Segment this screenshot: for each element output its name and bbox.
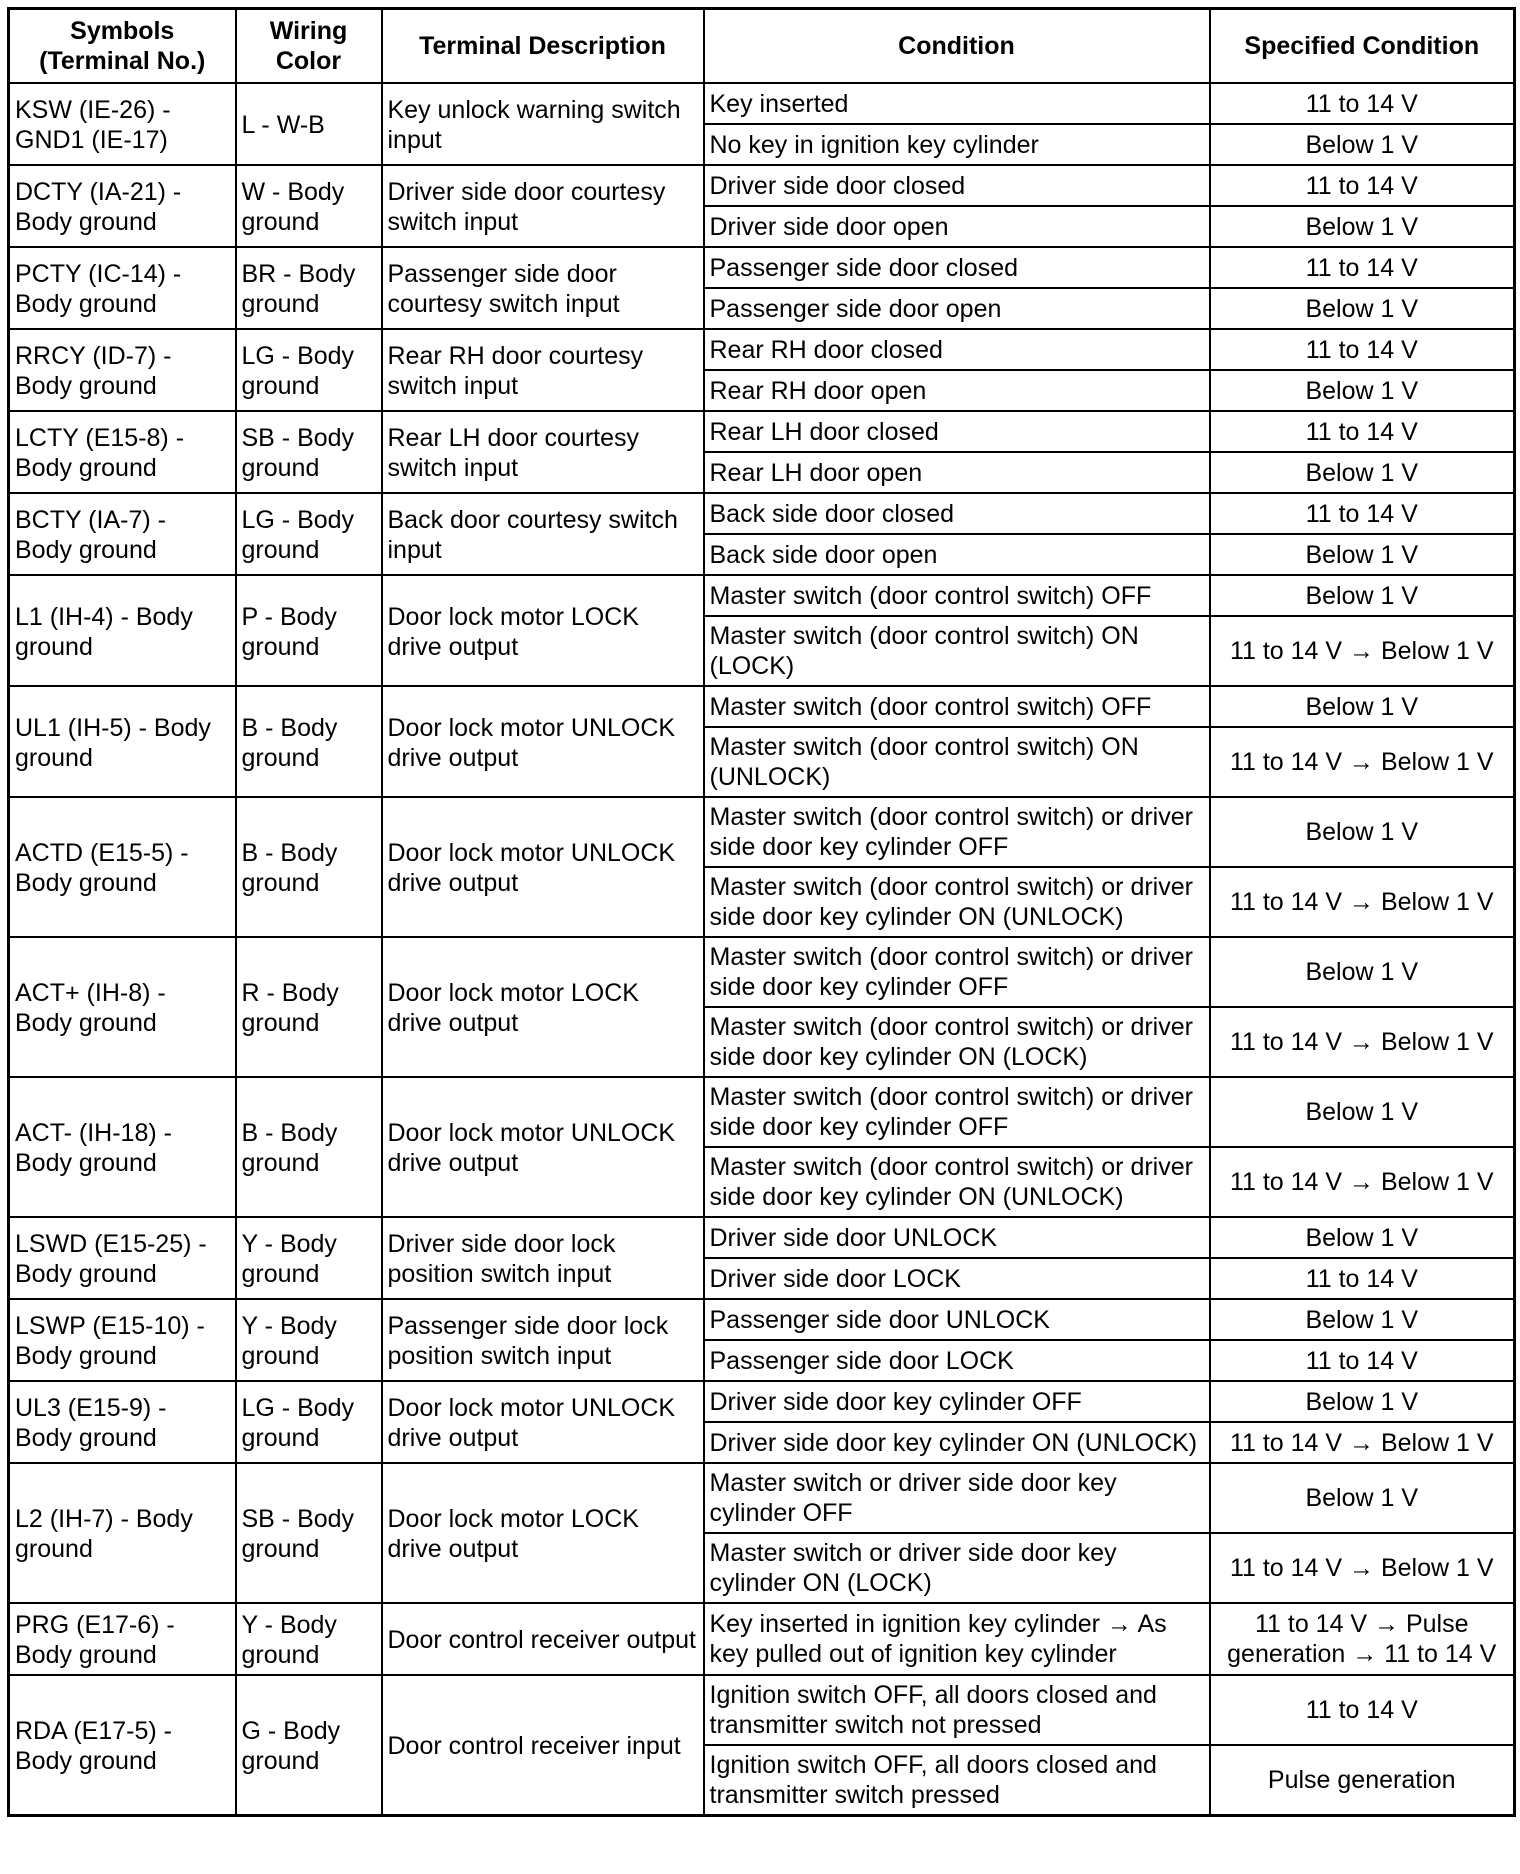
symbol-cell: ACTD (E15-5) - Body ground bbox=[9, 797, 236, 937]
wiring-color-cell: L - W-B bbox=[236, 83, 382, 165]
specified-condition-cell: 11 to 14 V → Below 1 V bbox=[1210, 1007, 1515, 1077]
condition-cell: Driver side door key cylinder ON (UNLOCK) bbox=[704, 1422, 1210, 1463]
specified-condition-cell: Pulse generation bbox=[1210, 1745, 1515, 1816]
condition-cell: Ignition switch OFF, all doors closed and transmitter switch not pressed bbox=[704, 1675, 1210, 1745]
condition-cell: Driver side door LOCK bbox=[704, 1258, 1210, 1299]
specified-condition-cell: Below 1 V bbox=[1210, 937, 1515, 1007]
specified-condition-cell: 11 to 14 V bbox=[1210, 1340, 1515, 1381]
condition-cell: Master switch (door control switch) or driver side door key cylinder OFF bbox=[704, 1077, 1210, 1147]
symbol-cell: LCTY (E15-8) - Body ground bbox=[9, 411, 236, 493]
condition-cell: Master switch or driver side door key cylinder ON (LOCK) bbox=[704, 1533, 1210, 1603]
condition-cell: Driver side door open bbox=[704, 206, 1210, 247]
condition-cell: Master switch or driver side door key cylinder OFF bbox=[704, 1463, 1210, 1533]
symbol-cell: L1 (IH-4) - Body ground bbox=[9, 575, 236, 686]
header-symbols: Symbols (Terminal No.) bbox=[9, 9, 236, 84]
terminal-description-cell: Passenger side door lock position switch input bbox=[382, 1299, 704, 1381]
condition-cell: Key inserted in ignition key cylinder → As key pulled out of ignition key cylinder bbox=[704, 1603, 1210, 1675]
condition-cell: Master switch (door control switch) OFF bbox=[704, 575, 1210, 616]
specified-condition-cell: 11 to 14 V → Below 1 V bbox=[1210, 1147, 1515, 1217]
condition-cell: Master switch (door control switch) or driver side door key cylinder ON (LOCK) bbox=[704, 1007, 1210, 1077]
table-row bbox=[9, 247, 1515, 288]
condition-cell: Key inserted bbox=[704, 83, 1210, 124]
condition-cell: Passenger side door closed bbox=[704, 247, 1210, 288]
specified-condition-cell: 11 to 14 V bbox=[1210, 83, 1515, 124]
wiring-color-cell: W - Body ground bbox=[236, 165, 382, 247]
specified-condition-cell: 11 to 14 V → Below 1 V bbox=[1210, 1533, 1515, 1603]
symbol-cell: PCTY (IC-14) - Body ground bbox=[9, 247, 236, 329]
specified-condition-cell: Below 1 V bbox=[1210, 124, 1515, 165]
specified-condition-cell: Below 1 V bbox=[1210, 1217, 1515, 1258]
condition-cell: Master switch (door control switch) or driver side door key cylinder ON (UNLOCK) bbox=[704, 1147, 1210, 1217]
symbol-cell: PRG (E17-6) - Body ground bbox=[9, 1603, 236, 1675]
condition-cell: Back side door closed bbox=[704, 493, 1210, 534]
table-row bbox=[9, 1299, 1515, 1340]
specified-condition-cell: 11 to 14 V bbox=[1210, 1258, 1515, 1299]
specified-condition-cell: 11 to 14 V → Below 1 V bbox=[1210, 616, 1515, 686]
specified-condition-cell: 11 to 14 V → Below 1 V bbox=[1210, 867, 1515, 937]
specified-condition-cell: 11 to 14 V bbox=[1210, 493, 1515, 534]
table-row bbox=[9, 1463, 1515, 1533]
condition-cell: Rear LH door open bbox=[704, 452, 1210, 493]
condition-cell: Driver side door key cylinder OFF bbox=[704, 1381, 1210, 1422]
terminal-description-cell: Door control receiver output bbox=[382, 1603, 704, 1675]
symbol-cell: UL3 (E15-9) - Body ground bbox=[9, 1381, 236, 1463]
specified-condition-cell: 11 to 14 V → Below 1 V bbox=[1210, 1422, 1515, 1463]
terminal-description-cell: Driver side door courtesy switch input bbox=[382, 165, 704, 247]
condition-cell: Passenger side door UNLOCK bbox=[704, 1299, 1210, 1340]
terminal-description-cell: Door lock motor UNLOCK drive output bbox=[382, 797, 704, 937]
condition-cell: Master switch (door control switch) ON (LOCK) bbox=[704, 616, 1210, 686]
table-row bbox=[9, 329, 1515, 370]
specified-condition-cell: Below 1 V bbox=[1210, 534, 1515, 575]
terminal-description-cell: Door lock motor UNLOCK drive output bbox=[382, 686, 704, 797]
condition-cell: Master switch (door control switch) OFF bbox=[704, 686, 1210, 727]
condition-cell: Master switch (door control switch) ON (UNLOCK) bbox=[704, 727, 1210, 797]
condition-cell: Driver side door UNLOCK bbox=[704, 1217, 1210, 1258]
specified-condition-cell: Below 1 V bbox=[1210, 575, 1515, 616]
wiring-color-cell: P - Body ground bbox=[236, 575, 382, 686]
condition-cell: Rear RH door open bbox=[704, 370, 1210, 411]
symbol-cell: KSW (IE-26) - GND1 (IE-17) bbox=[9, 83, 236, 165]
specified-condition-cell: 11 to 14 V bbox=[1210, 411, 1515, 452]
spec-table-container bbox=[7, 7, 1516, 1817]
symbol-cell: BCTY (IA-7) - Body ground bbox=[9, 493, 236, 575]
table-row bbox=[9, 575, 1515, 616]
specified-condition-cell: 11 to 14 V bbox=[1210, 1675, 1515, 1745]
header-terminal-description: Terminal Description bbox=[382, 9, 704, 84]
condition-cell: Rear RH door closed bbox=[704, 329, 1210, 370]
condition-cell: Back side door open bbox=[704, 534, 1210, 575]
terminal-description-cell: Passenger side door courtesy switch input bbox=[382, 247, 704, 329]
table-row bbox=[9, 797, 1515, 867]
wiring-color-cell: B - Body ground bbox=[236, 1077, 382, 1217]
wiring-color-cell: SB - Body ground bbox=[236, 411, 382, 493]
terminal-description-cell: Rear LH door courtesy switch input bbox=[382, 411, 704, 493]
symbol-cell: RRCY (ID-7) - Body ground bbox=[9, 329, 236, 411]
terminal-spec-table bbox=[7, 7, 1516, 1817]
symbol-cell: DCTY (IA-21) - Body ground bbox=[9, 165, 236, 247]
specified-condition-cell: Below 1 V bbox=[1210, 206, 1515, 247]
specified-condition-cell: 11 to 14 V bbox=[1210, 247, 1515, 288]
condition-cell: Master switch (door control switch) or driver side door key cylinder ON (UNLOCK) bbox=[704, 867, 1210, 937]
symbol-cell: ACT- (IH-18) - Body ground bbox=[9, 1077, 236, 1217]
wiring-color-cell: BR - Body ground bbox=[236, 247, 382, 329]
table-row bbox=[9, 937, 1515, 1007]
condition-cell: Passenger side door open bbox=[704, 288, 1210, 329]
specified-condition-cell: Below 1 V bbox=[1210, 686, 1515, 727]
table-row bbox=[9, 83, 1515, 124]
specified-condition-cell: Below 1 V bbox=[1210, 452, 1515, 493]
specified-condition-cell: Below 1 V bbox=[1210, 1381, 1515, 1422]
wiring-color-cell: B - Body ground bbox=[236, 797, 382, 937]
wiring-color-cell: LG - Body ground bbox=[236, 329, 382, 411]
terminal-description-cell: Key unlock warning switch input bbox=[382, 83, 704, 165]
wiring-color-cell: Y - Body ground bbox=[236, 1299, 382, 1381]
symbol-cell: LSWP (E15-10) - Body ground bbox=[9, 1299, 236, 1381]
specified-condition-cell: 11 to 14 V bbox=[1210, 165, 1515, 206]
condition-cell: Passenger side door LOCK bbox=[704, 1340, 1210, 1381]
terminal-description-cell: Driver side door lock position switch input bbox=[382, 1217, 704, 1299]
condition-cell: Master switch (door control switch) or driver side door key cylinder OFF bbox=[704, 797, 1210, 867]
condition-cell: Ignition switch OFF, all doors closed and transmitter switch pressed bbox=[704, 1745, 1210, 1816]
specified-condition-cell: Below 1 V bbox=[1210, 1463, 1515, 1533]
specified-condition-cell: Below 1 V bbox=[1210, 1077, 1515, 1147]
specified-condition-cell: 11 to 14 V bbox=[1210, 329, 1515, 370]
wiring-color-cell: B - Body ground bbox=[236, 686, 382, 797]
header-condition: Condition bbox=[704, 9, 1210, 84]
terminal-description-cell: Door lock motor LOCK drive output bbox=[382, 937, 704, 1077]
table-row bbox=[9, 1603, 1515, 1675]
terminal-description-cell: Door lock motor LOCK drive output bbox=[382, 1463, 704, 1603]
terminal-description-cell: Door lock motor UNLOCK drive output bbox=[382, 1381, 704, 1463]
header-wiring-color: Wiring Color bbox=[236, 9, 382, 84]
table-row bbox=[9, 1077, 1515, 1147]
specified-condition-cell: Below 1 V bbox=[1210, 797, 1515, 867]
terminal-description-cell: Door lock motor UNLOCK drive output bbox=[382, 1077, 704, 1217]
symbol-cell: UL1 (IH-5) - Body ground bbox=[9, 686, 236, 797]
table-row bbox=[9, 493, 1515, 534]
symbol-cell: LSWD (E15-25) - Body ground bbox=[9, 1217, 236, 1299]
table-body bbox=[9, 83, 1515, 1816]
condition-cell: Master switch (door control switch) or driver side door key cylinder OFF bbox=[704, 937, 1210, 1007]
specified-condition-cell: Below 1 V bbox=[1210, 288, 1515, 329]
terminal-description-cell: Door lock motor LOCK drive output bbox=[382, 575, 704, 686]
header-specified-condition: Specified Condition bbox=[1210, 9, 1515, 84]
table-row bbox=[9, 1675, 1515, 1745]
terminal-description-cell: Back door courtesy switch input bbox=[382, 493, 704, 575]
symbol-cell: L2 (IH-7) - Body ground bbox=[9, 1463, 236, 1603]
specified-condition-cell: 11 to 14 V → Pulse generation → 11 to 14 V bbox=[1210, 1603, 1515, 1675]
condition-cell: Rear LH door closed bbox=[704, 411, 1210, 452]
condition-cell: No key in ignition key cylinder bbox=[704, 124, 1210, 165]
table-row bbox=[9, 1381, 1515, 1422]
terminal-description-cell: Rear RH door courtesy switch input bbox=[382, 329, 704, 411]
specified-condition-cell: 11 to 14 V → Below 1 V bbox=[1210, 727, 1515, 797]
table-row bbox=[9, 411, 1515, 452]
specified-condition-cell: Below 1 V bbox=[1210, 1299, 1515, 1340]
header-row bbox=[9, 9, 1515, 84]
wiring-color-cell: G - Body ground bbox=[236, 1675, 382, 1816]
table-row bbox=[9, 686, 1515, 727]
table-row bbox=[9, 165, 1515, 206]
wiring-color-cell: SB - Body ground bbox=[236, 1463, 382, 1603]
wiring-color-cell: Y - Body ground bbox=[236, 1217, 382, 1299]
specified-condition-cell: Below 1 V bbox=[1210, 370, 1515, 411]
terminal-description-cell: Door control receiver input bbox=[382, 1675, 704, 1816]
wiring-color-cell: LG - Body ground bbox=[236, 493, 382, 575]
wiring-color-cell: LG - Body ground bbox=[236, 1381, 382, 1463]
symbol-cell: ACT+ (IH-8) - Body ground bbox=[9, 937, 236, 1077]
condition-cell: Driver side door closed bbox=[704, 165, 1210, 206]
wiring-color-cell: R - Body ground bbox=[236, 937, 382, 1077]
symbol-cell: RDA (E17-5) - Body ground bbox=[9, 1675, 236, 1816]
wiring-color-cell: Y - Body ground bbox=[236, 1603, 382, 1675]
table-row bbox=[9, 1217, 1515, 1258]
